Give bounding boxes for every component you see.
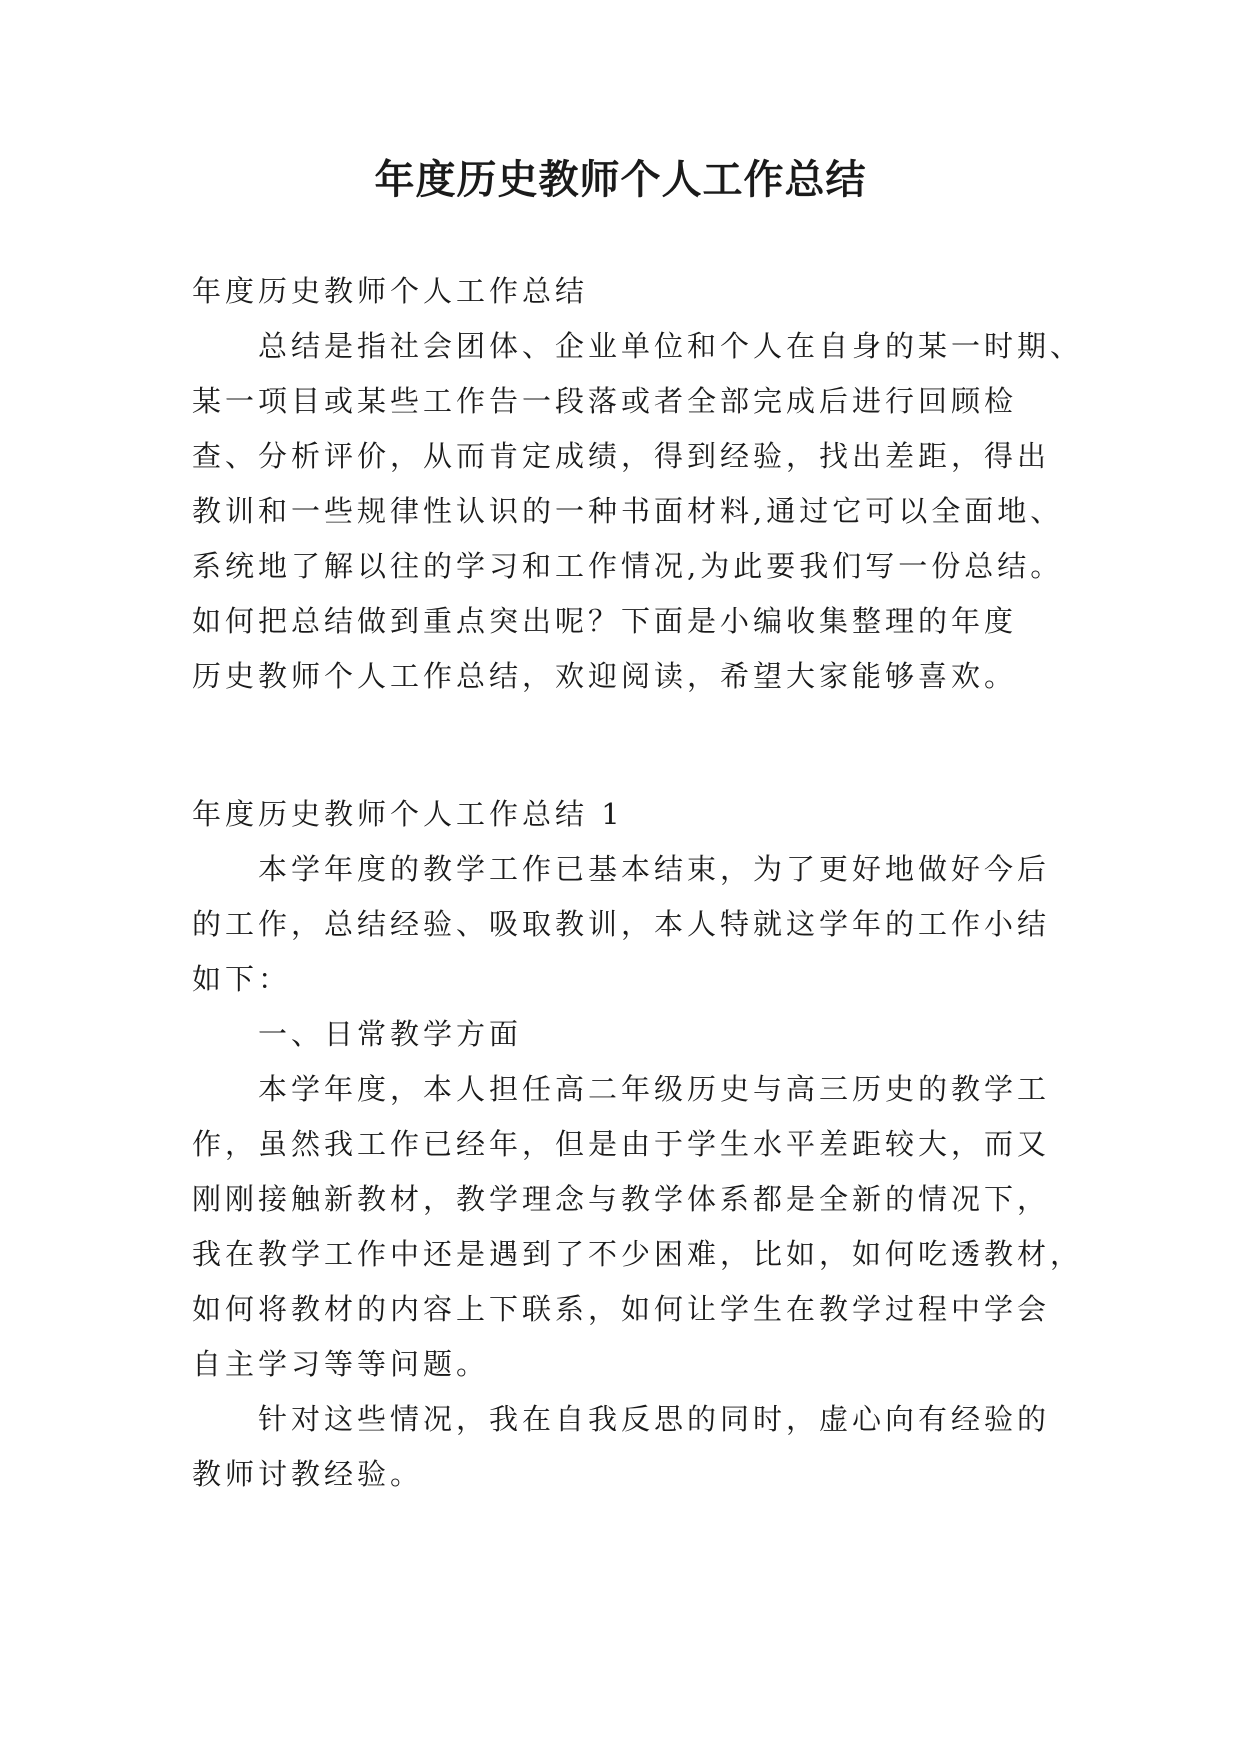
intro-line: 总结是指社会团体、企业单位和个人在自身的某一时期、 [258,329,1084,363]
paragraph-line: 刚刚接触新教材，教学理念与教学体系都是全新的情况下， [192,1182,1051,1216]
intro-line: 教训和一些规律性认识的一种书面材料,通过它可以全面地、 [192,494,1064,528]
section-1-heading: 年度历史教师个人工作总结 1 [192,797,624,831]
paragraph-line: 如下： [192,962,292,996]
paragraph-line: 如何将教材的内容上下联系，如何让学生在教学过程中学会 [192,1292,1051,1326]
paragraph-line: 的工作，总结经验、吸取教训，本人特就这学年的工作小结 [192,907,1051,941]
intro-line: 如何把总结做到重点突出呢？下面是小编收集整理的年度 [192,604,1018,638]
section-1 [192,787,1084,1502]
paragraph-line: 针对这些情况，我在自我反思的同时，虚心向有经验的 [258,1402,1051,1436]
intro-line: 查、分析评价，从而肯定成绩，得到经验，找出差距，得出 [192,439,1051,473]
intro-line: 系统地了解以往的学习和工作情况,为此要我们写一份总结。 [192,549,1064,583]
paragraph-line: 本学年度，本人担任高二年级历史与高三历史的教学工 [258,1072,1051,1106]
document-title: 年度历史教师个人工作总结 [374,157,867,203]
paragraph-line: 自主学习等等问题。 [192,1347,490,1381]
paragraph-line: 本学年度的教学工作已基本结束，为了更好地做好今后 [258,852,1051,886]
paragraph-line: 教师讨教经验。 [192,1457,424,1491]
paragraph-line: 作，虽然我工作已经年，但是由于学生水平差距较大，而又 [192,1127,1051,1161]
intro-section [192,264,1084,704]
paragraph-line: 我在教学工作中还是遇到了不少困难，比如，如何吃透教材， [192,1237,1084,1271]
section-1-subheading: 一、日常教学方面 [258,1017,523,1051]
intro-line: 历史教师个人工作总结，欢迎阅读，希望大家能够喜欢。 [192,659,1018,693]
intro-heading: 年度历史教师个人工作总结 [192,274,589,308]
intro-line: 某一项目或某些工作告一段落或者全部完成后进行回顾检 [192,384,1018,418]
